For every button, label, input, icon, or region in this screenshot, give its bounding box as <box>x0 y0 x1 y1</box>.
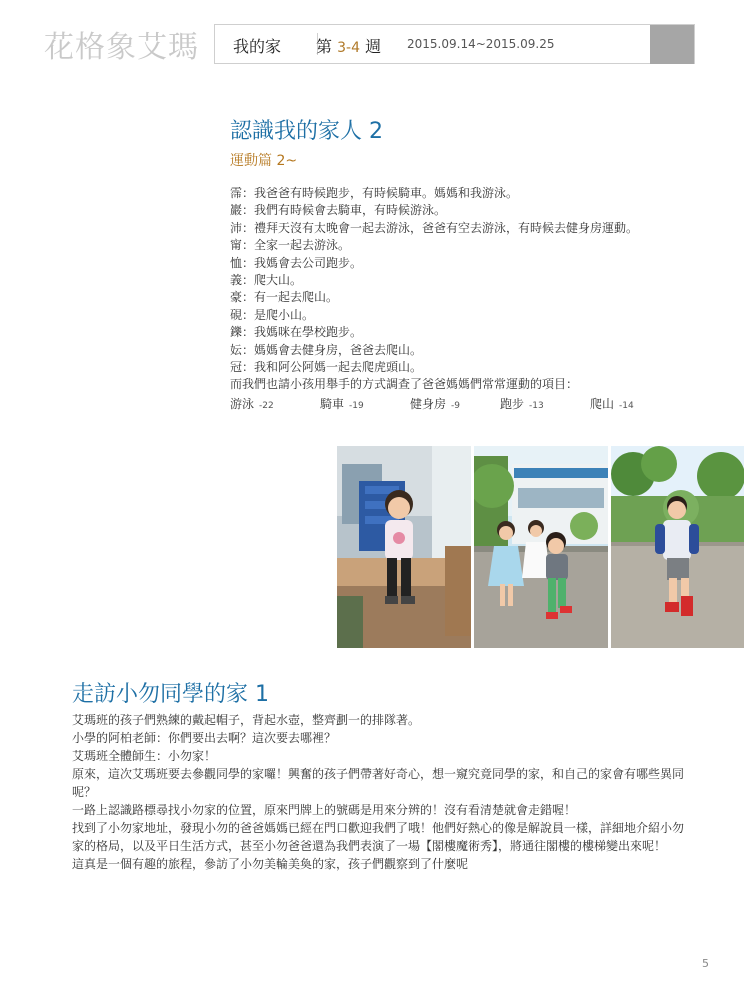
brand-title: 花格象艾瑪 <box>44 30 199 65</box>
photo-boy-walking <box>611 446 744 648</box>
story-paragraph: 找到了小勿家地址，發現小勿的爸爸媽媽已經在門口歡迎我們了哦！他們好熱心的像是解說員一樣，詳細地介紹小勿家的格局，以及平日生活方式，甚至小勿爸爸還為我們表演了一場【閣樓魔術秀】，將通往閣樓的樓梯變出來呢！ <box>72 821 685 853</box>
visit-story <box>72 711 688 873</box>
quotes-list <box>230 185 690 394</box>
quote-line: 硯：是爬小山。 <box>230 307 315 322</box>
subtitle-number: 2~ <box>276 153 298 169</box>
week-suffix: 週 <box>365 37 382 56</box>
photo-kids-running <box>474 446 608 648</box>
story-paragraph: 艾瑪班的孩子們熟練的戴起帽子，背起水壺，整齊劃一的排隊著。 <box>72 713 421 727</box>
stat-running <box>500 395 544 412</box>
header-bar <box>214 24 695 64</box>
stat-label: 跑步 <box>500 397 525 411</box>
quote-line: 霈：我爸爸有時候跑步，有時候騎車。媽媽和我游泳。 <box>230 186 519 200</box>
stat-label: 游泳 <box>230 397 255 411</box>
stat-swimming <box>230 395 274 412</box>
section-title: 認識我的家人 2 <box>230 119 383 144</box>
subtitle-text: 運動篇 <box>230 153 272 169</box>
survey-intro: 而我們也請小孩用舉手的方式調查了爸爸媽媽們常常運動的項目： <box>230 377 579 392</box>
stat-label: 騎車 <box>320 397 345 411</box>
week-label <box>316 34 381 57</box>
quote-line: 豪：有一起去爬山。 <box>230 290 339 305</box>
section-title-visit: 走訪小勿同學的家 1 <box>72 682 269 707</box>
week-prefix: 第 <box>316 37 333 56</box>
week-number: 3-4 <box>337 40 360 56</box>
stat-hiking <box>590 395 634 412</box>
quote-line: 沛：禮拜天沒有太晚會一起去游泳，爸爸有空去游泳，有時候去健身房運動。 <box>230 220 639 235</box>
quote-line: 甯：全家一起去游泳。 <box>230 238 351 253</box>
quote-line: 鑠：我媽咪在學校跑步。 <box>230 325 363 340</box>
stat-value: -9 <box>451 401 460 411</box>
stat-value: -19 <box>349 401 364 411</box>
stat-cycling <box>320 395 364 412</box>
stat-label: 健身房 <box>410 397 447 411</box>
stat-gym <box>410 395 460 412</box>
story-paragraph: 原來，這次艾瑪班要去參觀同學的家囉！興奮的孩子們帶著好奇心，想一窺究竟同學的家，和自己的家會有哪些異同呢？ <box>72 767 685 799</box>
quote-line: 義：爬大山。 <box>230 272 303 287</box>
quote-line: 恤：我媽會去公司跑步。 <box>230 255 363 270</box>
story-paragraph: 一路上認識路標尋找小勿家的位置，原來門牌上的號碼是用來分辨的！沒有看清楚就會走錯喔！ <box>72 803 577 817</box>
photo-girl-classroom <box>337 446 471 648</box>
stat-value: -13 <box>529 401 544 411</box>
stat-value: -22 <box>259 401 274 411</box>
story-paragraph: 艾瑪班全體師生：小勿家！ <box>72 749 217 763</box>
stat-label: 爬山 <box>590 397 615 411</box>
story-paragraph: 小學的阿柏老師：你們要出去啊？這次要去哪裡？ <box>72 731 337 745</box>
story-paragraph: 這真是一個有趣的旅程，參訪了小勿美輪美奐的家，孩子們觀察到了什麼呢 <box>72 857 469 871</box>
date-range: 2015.09.14~2015.09.25 <box>407 37 555 51</box>
quote-line: 巖：我們有時候會去騎車，有時候游泳。 <box>230 203 447 218</box>
section-subtitle <box>230 150 297 170</box>
page-title: 我的家 <box>233 37 282 56</box>
stat-value: -14 <box>619 401 634 411</box>
page-number: 5 <box>702 957 709 970</box>
quote-line: 冠：我和阿公阿媽一起去爬虎頭山。 <box>230 359 423 374</box>
quote-line: 妘：媽媽會去健身房，爸爸去爬山。 <box>230 342 423 357</box>
survey-results <box>230 395 670 413</box>
header-tab <box>650 25 694 64</box>
